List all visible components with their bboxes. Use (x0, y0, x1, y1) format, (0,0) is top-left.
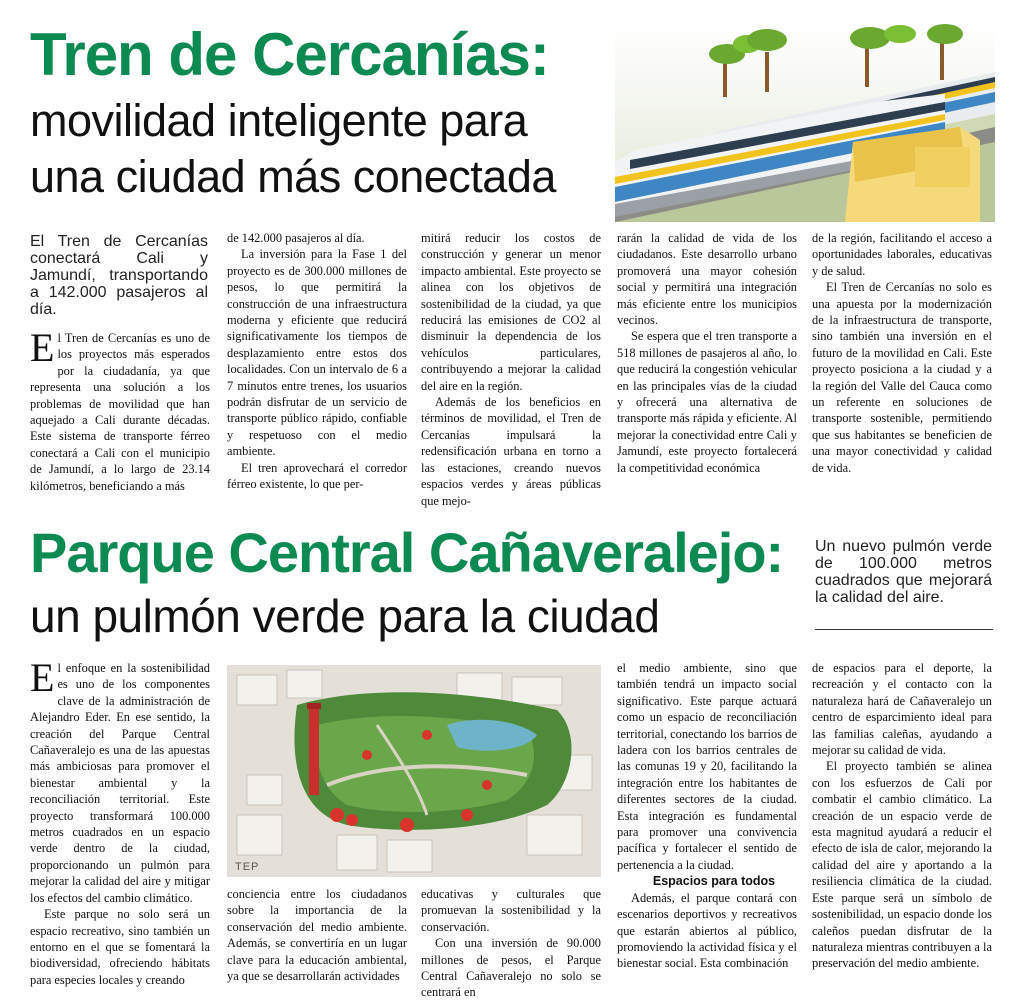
paragraph: de espacios para el deporte, la recreación y el contacto con la naturaleza hará de Cañaveralejo un centro de esparcimiento ideal para las familias caleñas, ayudando a mejorar su calidad de vida. (812, 661, 992, 758)
paragraph: Con una inversión de 90.000 millones de pesos, el Parque Central Cañaveralejo no solo se centrará en (421, 936, 601, 1000)
article2-subtitle: un pulmón verde para la ciudad (30, 590, 660, 642)
paragraph: El Tren de Cercanías no solo es una apuesta por la modernización de la infraestructura de transporte, sino también una inversión en el futuro de la movilidad en Cali. Este proyecto posiciona a la ciudad y a la región del Valle del Cauca como un referente en soluciones de transporte sostenible, permitiendo que sus habitantes se beneficien de una mayor conectividad y calidad de vida. (812, 280, 992, 475)
article1-column-1 (30, 325, 210, 494)
section-subheading: Espacios para todos (652, 874, 776, 889)
train-illustration (615, 22, 995, 222)
article2-column-3 (421, 886, 601, 1001)
paragraph: mitirá reducir los costos de construcción y generar un menor impacto ambiental. Este proyecto se alinea con los objetivos de sostenibilidad de la ciudad, ya que reducirá las emisiones de CO2 al disminuir la dependencia de los vehículos particulares, contribuyendo a mejorar la calidad del aire en la región. (421, 231, 601, 393)
paragraph: El tren aprovechará el corredor férreo existente, lo que per- (227, 460, 407, 492)
article2-title: Parque Central Cañaveralejo: (30, 521, 784, 584)
paragraph: de 142.000 pasajeros al día. (227, 231, 365, 245)
paragraph: Se espera que el tren transporte a 518 millones de pasajeros al año, lo que reducirá la congestión vehicular en las principales vías de la ciudad y ofrecerá una alternativa de transporte más rápida y eficiente. Al mejorar la conectividad entre Cali y Jamundí, este proyecto fortalecerá la competitividad económica (617, 329, 797, 475)
article2-column-4 (617, 660, 797, 972)
paragraph: educativas y culturales que promuevan la sostenibilidad y la conservación. (421, 887, 601, 934)
article2-lead: Un nuevo pulmón verde de 100.000 metros cuadrados que mejorará la calidad del aire. (815, 538, 992, 606)
article1-column-3 (421, 230, 601, 509)
article1-subtitle-line1: movilidad inteligente para (30, 95, 528, 146)
bus (845, 127, 980, 222)
divider (815, 629, 993, 630)
park-aerial-image (227, 665, 601, 877)
park-aerial-svg (227, 665, 601, 877)
article1-column-5 (812, 230, 992, 476)
article1-subtitle-line2: una ciudad más conectada (30, 151, 556, 202)
paragraph: El proyecto también se alinea con los esfuerzos de Cali por combatir el cambio climático. La creación de un espacio verde de esta magnitud ayudará a reducir el efecto de isla de calor, mejorando la calidad del aire y aportando a la resiliencia climática de la ciudad. Este parque será un símbolo de sostenibilidad, un espacio donde los caleños puedan disfrutar de la naturaleza mientras contribuyen a la preservación del medio ambiente. (812, 759, 992, 971)
article1-column-4 (617, 230, 797, 476)
paragraph: Este parque no solo será un espacio recreativo, sino también un entorno en el que se fomentará la biodiversidad, ofreciendo hábitats para especies locales y creando (30, 907, 210, 987)
article2-column-5 (812, 660, 992, 972)
article1-column-2 (227, 230, 407, 493)
article1-title: Tren de Cercanías: (30, 21, 549, 88)
paragraph: La inversión para la Fase 1 del proyecto es de 300.000 millones de pesos, lo que permitirá la construcción de una infraestructura moderna y eficiente que reducirá significativamente los tiempos de desplazamiento entre estos dos localidades. Con un intervalo de 6 a 7 minutos entre trenes, los usuarios podrán disfrutar de un servicio de transporte público rápido, confiable y respetuoso con el medio ambiente. (227, 247, 407, 459)
dropcap: E (30, 655, 55, 700)
article2-column-2 (227, 886, 407, 984)
paragraph: el medio ambiente, sino que también tendrá un impacto social significativo. Este parque actuará como un espacio de reconciliación territorial, conectando los barrios de ladera con los barrios centrales de las comunas 19 y 20, facilitando la integración entre los habitantes de diferentes sectores de la ciudad. Esta integración es fundamental para promover una convivencia pacífica y fortalecer el sentido de pertenencia a la ciudad. (617, 661, 797, 872)
article1-lead: El Tren de Cercanías conectará Cali y Jamundí, transportando a 142.000 pasajeros al día. (30, 233, 208, 318)
paragraph: l Tren de Cercanías es uno de los proyectos más esperados por la ciudadanía, ya que representa una solución a los problemas de movilidad que han aquejado a Cali durante décadas. Este sistema de transporte férreo conectará a Cali con el municipio de Jamundí, a lo largo de 23.14 kilómetros, beneficiando a más (30, 331, 210, 493)
tree-icon (709, 24, 963, 97)
train-illustration-svg (615, 22, 995, 222)
image-watermark: TEP (235, 861, 260, 873)
paragraph: l enfoque en la sostenibilidad es uno de los componentes clave de la administración de Alejandro Eder. En ese sentido, la creación del Parque Central Cañaveralejo es una de las apuestas más ambiciosas para promover el bienestar ambiental y la reconciliación territorial. Este proyecto transformará 100.000 metros cuadrados en un espacio verde dentro de la ciudad, proporcionando un pulmón para mejorar la calidad del aire y mitigar los efectos del cambio climático. (30, 661, 210, 905)
paragraph: rarán la calidad de vida de los ciudadanos. Este desarrollo urbano promoverá una mayor cohesión social y permitirá una integración más eficiente entre los municipios vecinos. (617, 231, 797, 328)
paragraph: conciencia entre los ciudadanos sobre la importancia de la conservación del medio ambiente. Además, se convertiría en un lugar clave para la educación ambiental, ya que se desarrollarán actividades (227, 887, 407, 984)
paragraph: Además, el parque contará con escenarios deportivos y recreativos que estarán abiertos al público, promoviendo la actividad física y el bienestar social. Esta combinación (617, 890, 797, 971)
dropcap: E (30, 325, 55, 370)
article2-column-1 (30, 655, 210, 988)
paragraph: Además de los beneficios en términos de movilidad, el Tren de Cercanías impulsará la redensificación urbana en torno a las estaciones, creando nuevos espacios verdes y áreas públicas que mejo- (421, 395, 601, 508)
paragraph: de la región, facilitando el acceso a oportunidades laborales, educativas y de salud. (812, 231, 992, 278)
